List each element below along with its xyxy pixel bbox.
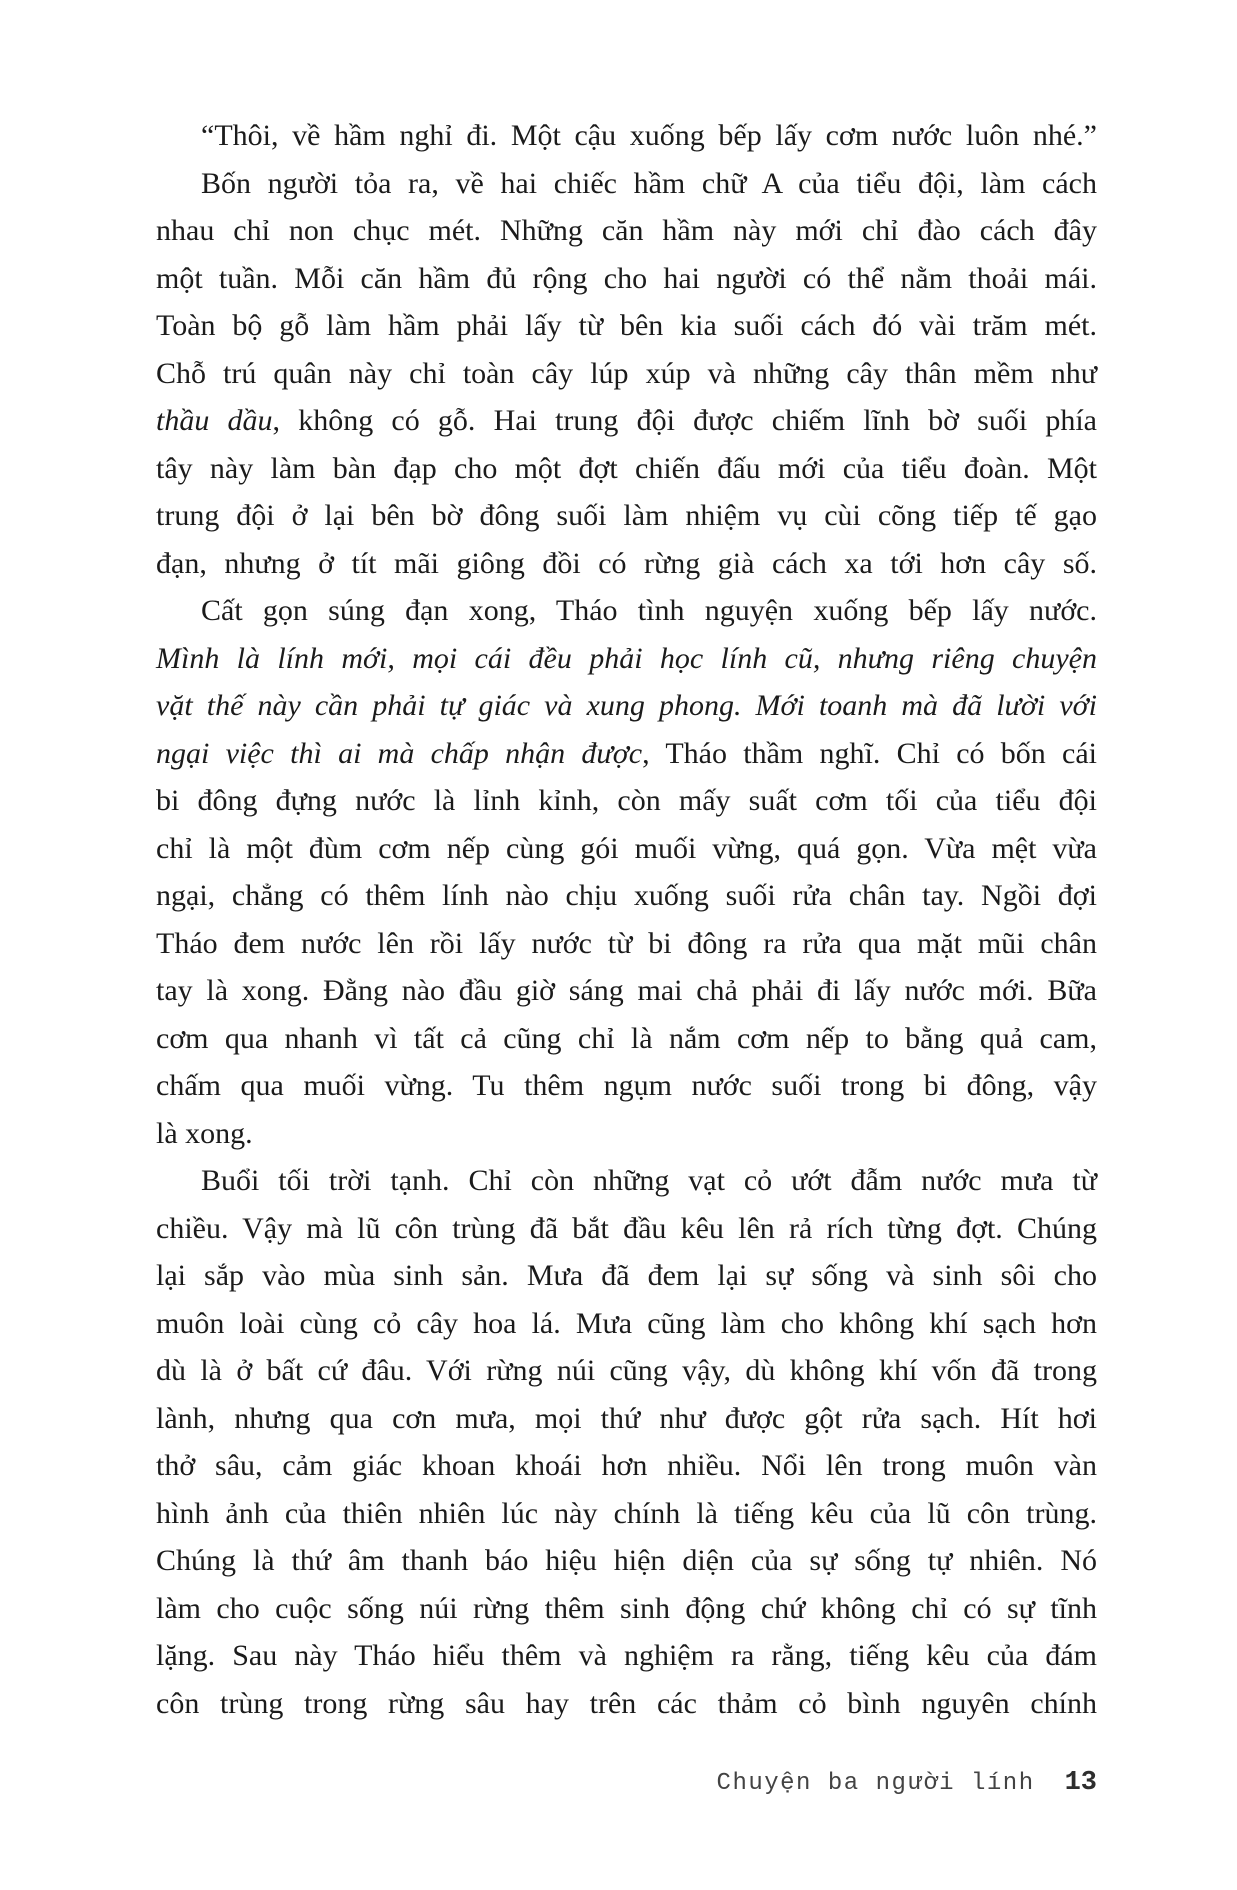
- text-segment: muôn loài cùng cỏ cây hoa lá. Mưa cũng làm cho không khí sạch hơn: [156, 1306, 1097, 1340]
- text-segment: lại sắp vào mùa sinh sản. Mưa đã đem lại sự sống và sinh sôi cho: [156, 1259, 1097, 1292]
- text-line: [156, 112, 1097, 160]
- text-line: [156, 825, 1097, 873]
- italic-text-segment: vặt thế này cần phải tự giác và xung phong. Mới toanh mà đã lười với: [156, 689, 1097, 722]
- paragraph: [156, 1157, 1097, 1727]
- text-line: [156, 967, 1097, 1015]
- text-segment: “Thôi, về hầm nghỉ đi. Một cậu xuống bếp lấy cơm nước luôn nhé.”: [201, 119, 1097, 152]
- text-line: [156, 1062, 1097, 1110]
- page-body-text: [156, 112, 1097, 1727]
- text-segment: là xong.: [156, 1116, 253, 1150]
- text-segment: chỉ là một đùm cơm nếp cùng gói muối vừng, quá gọn. Vừa mệt vừa: [156, 831, 1097, 865]
- text-line: [156, 160, 1097, 208]
- text-segment: , không có gỗ. Hai trung đội được chiếm lĩnh bờ suối phía: [272, 404, 1097, 437]
- text-segment: Chỗ trú quân này chỉ toàn cây lúp xúp và những cây thân mềm như: [156, 356, 1097, 390]
- text-segment: Buổi tối trời tạnh. Chỉ còn những vạt cỏ ướt đẫm nước mưa từ: [201, 1164, 1097, 1197]
- paragraph: [156, 587, 1097, 1157]
- text-segment: Toàn bộ gỗ làm hầm phải lấy từ bên kia suối cách đó vài trăm mét.: [156, 309, 1097, 342]
- text-line: [156, 635, 1097, 683]
- text-segment: một tuần. Mỗi căn hầm đủ rộng cho hai người có thể nằm thoải mái.: [156, 261, 1097, 295]
- text-segment: tây này làm bàn đạp cho một đợt chiến đấu mới của tiểu đoàn. Một: [156, 451, 1097, 485]
- text-segment: bi đông đựng nước là lỉnh kỉnh, còn mấy suất cơm tối của tiểu đội: [156, 784, 1097, 817]
- text-line: [156, 730, 1097, 778]
- text-segment: cơm qua nhanh vì tất cả cũng chỉ là nắm cơm nếp to bằng quả cam,: [156, 1021, 1097, 1055]
- text-line: [156, 302, 1097, 350]
- text-line: [156, 682, 1097, 730]
- text-segment: chiều. Vậy mà lũ côn trùng đã bắt đầu kêu lên rả rích từng đợt. Chúng: [156, 1211, 1097, 1245]
- text-line: [156, 1015, 1097, 1063]
- text-line: [156, 540, 1097, 588]
- text-segment: chấm qua muối vừng. Tu thêm ngụm nước suối trong bi đông, vậy: [156, 1069, 1097, 1102]
- running-footer: [717, 1768, 1097, 1798]
- text-segment: lành, nhưng qua cơn mưa, mọi thứ như được gột rửa sạch. Hít hơi: [156, 1401, 1097, 1435]
- italic-text-segment: thầu dầu: [156, 404, 273, 437]
- italic-text-segment: ngại việc thì ai mà chấp nhận được: [156, 736, 643, 770]
- paragraph: [156, 112, 1097, 160]
- text-line: [156, 920, 1097, 968]
- text-line: [156, 492, 1097, 540]
- text-line: [156, 445, 1097, 493]
- text-line: [156, 1442, 1097, 1490]
- running-title: Chuyện ba người lính: [716, 1770, 1035, 1797]
- text-line: [156, 1205, 1097, 1253]
- text-line: [156, 587, 1097, 635]
- text-segment: Bốn người tỏa ra, về hai chiếc hầm chữ A của tiểu đội, làm cách: [201, 166, 1097, 200]
- text-line: [156, 1680, 1097, 1728]
- italic-text-segment: Mình là lính mới, mọi cái đều phải học lính cũ, nhưng riêng chuyện: [156, 641, 1097, 675]
- text-segment: , Tháo thầm nghĩ. Chỉ có bốn cái: [642, 736, 1097, 770]
- text-line: [156, 1490, 1097, 1538]
- text-line: [156, 872, 1097, 920]
- text-line: [156, 1632, 1097, 1680]
- text-segment: trung đội ở lại bên bờ đông suối làm nhiệm vụ cùi cõng tiếp tế gạo: [156, 499, 1097, 532]
- text-segment: đạn, nhưng ở tít mãi giông đồi có rừng già cách xa tới hơn cây số.: [156, 546, 1097, 580]
- text-segment: ngại, chẳng có thêm lính nào chịu xuống suối rửa chân tay. Ngồi đợi: [156, 879, 1097, 912]
- text-line: [156, 1300, 1097, 1348]
- text-segment: Tháo đem nước lên rồi lấy nước từ bi đông ra rửa qua mặt mũi chân: [156, 926, 1097, 960]
- text-segment: Cất gọn súng đạn xong, Tháo tình nguyện xuống bếp lấy nước.: [201, 594, 1097, 627]
- text-line: [156, 350, 1097, 398]
- text-line: [156, 1395, 1097, 1443]
- text-line: [156, 1157, 1097, 1205]
- paragraph: [156, 160, 1097, 588]
- text-segment: côn trùng trong rừng sâu hay trên các thảm cỏ bình nguyên chính: [156, 1686, 1097, 1720]
- text-line: [156, 1585, 1097, 1633]
- text-segment: thở sâu, cảm giác khoan khoái hơn nhiều. Nổi lên trong muôn vàn: [156, 1449, 1097, 1482]
- text-line: [156, 777, 1097, 825]
- text-line: [156, 1252, 1097, 1300]
- text-segment: Chúng là thứ âm thanh báo hiệu hiện diện của sự sống tự nhiên. Nó: [156, 1544, 1097, 1577]
- text-segment: dù là ở bất cứ đâu. Với rừng núi cũng vậy, dù không khí vốn đã trong: [156, 1354, 1097, 1387]
- text-line: [156, 255, 1097, 303]
- text-line: [156, 1537, 1097, 1585]
- text-segment: lặng. Sau này Tháo hiểu thêm và nghiệm ra rằng, tiếng kêu của đám: [156, 1639, 1097, 1672]
- text-line: [156, 397, 1097, 445]
- text-segment: tay là xong. Đằng nào đầu giờ sáng mai chả phải đi lấy nước mới. Bữa: [156, 974, 1097, 1007]
- text-line: [156, 207, 1097, 255]
- page-number: 13: [1064, 1768, 1097, 1798]
- text-segment: nhau chỉ non chục mét. Những căn hầm này mới chỉ đào cách đây: [156, 214, 1097, 247]
- text-line: [156, 1110, 1097, 1158]
- text-segment: hình ảnh của thiên nhiên lúc này chính là tiếng kêu của lũ côn trùng.: [156, 1496, 1097, 1530]
- text-line: [156, 1347, 1097, 1395]
- text-segment: làm cho cuộc sống núi rừng thêm sinh động chứ không chỉ có sự tĩnh: [156, 1591, 1097, 1625]
